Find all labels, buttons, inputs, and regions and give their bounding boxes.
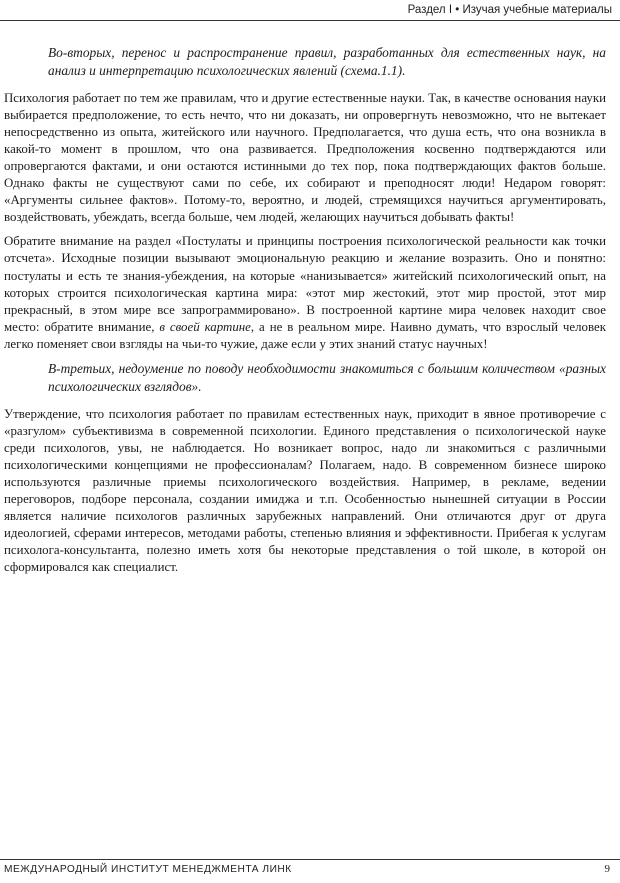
paragraph-postulates-emphasis: в своей картине [159, 319, 251, 334]
section-title: Раздел I • Изучая учебные материалы [407, 4, 612, 16]
paragraph-natural-sciences: Психология работает по тем же правилам, что и другие естественные науки. Так, в качестве основания науки выбирается предположение, то есть нечто, что ни доказать, ни опровергнуть невозможно, что не вытекает непосредственно из опыта, житейского или научного. Предполагается, что душа есть, что она возникла в какой-то момент в прошлом, что она развивается. Предположения косвенно подтверждаются или опровергаются фактами, и они остаются истинными до тех пор, пока подтверждающих фактов больше. Однако факты не существуют сами по себе, их собирают и преподносят люди! Недаром говорят: «Аргументы сильнее фактов». Потому-то, вероятно, и людей, стремящихся научиться аргументировать, воздействовать, убеждать, всегда больше, чем людей, желающих научиться добывать факты! [4, 90, 606, 225]
callout-third-point: В-третьих, недоумение по поводу необходимости знакомиться с большим количеством «разных психологических взглядов». [48, 361, 606, 394]
footer-divider [0, 859, 620, 860]
page-body [4, 44, 610, 584]
paragraph-postulates [4, 233, 610, 353]
header-divider [0, 20, 620, 21]
callout-second-point: Во-вторых, перенос и распространение правил, разработанных для естественных наук, на анализ и интерпретацию психологических явлений (схема.1.1). [48, 45, 606, 78]
paragraph-postulates-text-start: Обратите внимание на раздел «Постулаты и принципы построения психологической реальности как точки отсчета». Исходные позиции вызывают эмоциональную реакцию и желание возразить. Оно и понятно: постулаты и есть те знания-убеждения, на которые «нанизывается» житейский психологический опыт, на которых строится психологическая картина мира: «этот мир жестокий, этот мир простой, этот мир прекрасный, в этом мире все запрограммировано». В построенной картине мира человек находит свое место: обратите внимание, [4, 234, 606, 334]
page-header [0, 0, 620, 22]
page-number: 9 [604, 863, 610, 875]
footer-institute: МЕЖДУНАРОДНЫЙ ИНСТИТУТ МЕНЕДЖМЕНТА ЛИНК [4, 864, 292, 875]
paragraph-subjectivism: Утверждение, что психология работает по правилам естественных наук, приходит в явное противоречие с «разгулом» субъективизма в современной психологии. Единого представления о психологической науке среди психологов, увы, не наблюдается. Но возникает вопрос, надо ли знакомиться с различными психологическими концепциями не профессионалам? Полагаем, надо. В современном бизнесе широко используются различные приемы психологического воздействия. Например, в рекламе, ведении переговоров, подборе персонала, создании имиджа и т.п. Особенностью нынешней ситуации в России является наличие психологов различных зарубежных направлений. Они отличаются друг от друга идеологией, сферами интересов, методами работы, степенью влияния и эффективности. Прибегая к услугам психолога-консультанта, полезно иметь хотя бы некоторые представления о той школе, в которой он сформировался как специалист. [4, 406, 606, 575]
paragraph-postulates-text-end: , а не в реальном мире. Наивно думать, что взрослый человек легко поменяет свои взгляды на чьи-то чужие, даже если у этих знаний статус научных! [4, 319, 606, 351]
